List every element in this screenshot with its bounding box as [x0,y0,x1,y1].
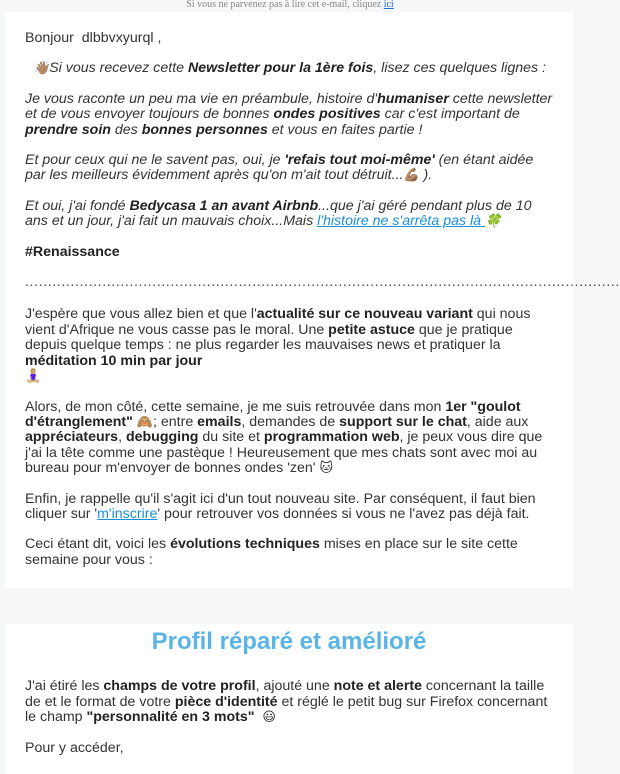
intro-line: 👋🏽Si vous recevez cette Newsletter pour la 1ère fois, lisez ces quelques lignes : [33,60,546,77]
story-link[interactable]: l'histoire ne s'arrêta pas là [317,213,485,230]
grinning-face-icon: 😃 [262,710,276,726]
technical-intro: Ceci étant dit, voici les évolutions techniques mises en place sur le site cette semaine pour vous : [25,536,518,568]
see-no-evil-monkey-icon: 🙈 [136,414,153,430]
section-card [5,624,573,774]
signup-paragraph: Enfin, je rappelle qu'il s'agit ici d'un tout nouveau site. Par conséquent, il faut bien cliquer sur 'm'inscrire' pour retrouver vos données si vous ne l'avez pas déjà fait. [25,490,536,522]
section-title: Profil réparé et amélioré [151,628,427,655]
view-online-text: Si vous ne parvenez pas à lire cet e-mail, cliquez [186,0,382,10]
rebuild-paragraph: Et pour ceux qui ne le savent pas, oui, je 'refais tout moi-même' (en étant aidée par les meilleurs évidemment après qu'on m'ait tout détruit...💪🏽 ). [25,152,534,184]
story-paragraph: Et oui, j'ai fondé Bedycasa 1 an avant Airbnb...que j'ai géré pendant plus de 10 ans et un jour, j'ai fait un mauvais choix...Mais l'histoire ne s'arrêta pas là 🍀 [25,197,532,230]
access-paragraph: Pour y accéder, [25,739,124,756]
signup-link[interactable]: m'inscrire [97,505,158,522]
view-online-link[interactable]: ici [383,0,394,10]
separator: ................................................................................................................................... [25,274,620,291]
week-paragraph: Alors, de mon côté, cette semaine, je me suis retrouvée dans mon 1er "goulot d'étranglement" 🙈; entre emails, demandes de support sur le chat, aide aux appréciateurs, debugging du site et programmation web, je peux vous dire que j'ai la tête comme une pastèque ! Heureusement que mes chats sont avec moi au bureau pour m'envoyer de bonnes ondes 'zen' 🐱 [25,398,543,477]
newsletter-card [5,12,620,588]
meditation-icon: 🧘🏼‍♀️ [25,369,42,385]
profile-paragraph: J'ai étiré les champs de votre profil, ajouté une note et alerte concernant la taille de et le format de votre pièce d'identité et réglé le petit bug sur Firefox concernant le champ "personnalité en 3 mots" 😃 [25,678,548,726]
variant-paragraph: J'espère que vous allez bien et que l'actualité sur ce nouveau variant qui nous vient d'Afrique ne vous casse pas le moral. Une petite astuce que je pratique depuis quelque temps : ne plus regarder les mauvaises news et pratiquer la méditation 10 min par jour 🧘🏼‍♀️ [25,306,531,385]
greeting [25,12,553,46]
greeting-hello: Bonjour [25,30,74,46]
cat-face-icon: 🐱 [319,461,334,477]
flexed-biceps-icon: 💪🏽 [403,168,420,184]
four-leaf-clover-icon: 🍀 [485,214,502,230]
greeting-name: dlbbvxyurql , [81,30,162,46]
intro-paragraph: Je vous raconte un peu ma vie en préambule, histoire d'humaniser cette newsletter et de vous envoyer toujours de bonnes ondes positives car c'est important de prendre soin des bonnes personnes et vous en faites partie ! [25,90,553,138]
waving-hand-icon: 👋🏽 [33,61,50,77]
hashtag: #Renaissance [25,243,120,260]
